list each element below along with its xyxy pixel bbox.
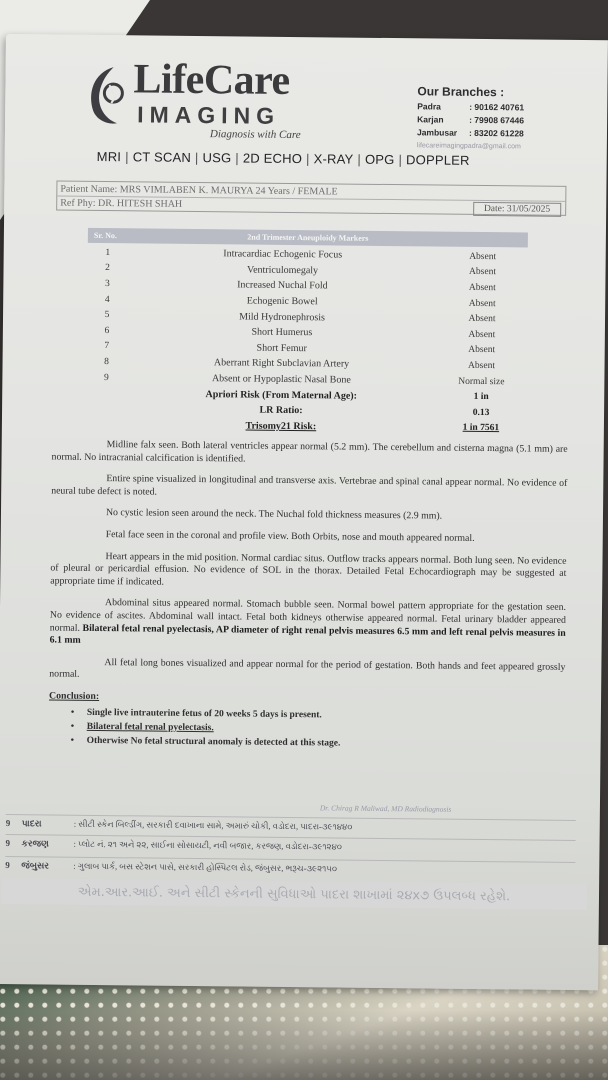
referring-physician: Ref Phy: DR. HITESH SHAH: [57, 196, 565, 215]
list-item: • Otherwise No fetal structural anomaly is detected at this stage.: [49, 733, 565, 752]
brand-subtitle: IMAGING: [137, 101, 281, 129]
branch-row: Karjan : 79908 67446: [417, 114, 525, 126]
markers-table: [86, 245, 528, 437]
report-date: Date: 31/05/2025: [473, 202, 561, 217]
branch-email: lifecareimagingpadra@gmail.com: [416, 142, 521, 151]
location-pin-icon: 9: [5, 860, 10, 871]
doctor-signature: Dr. Chirag R Maliwad, MD Radiodiagnosis: [319, 803, 452, 814]
footer-branch-karjan: 9 કરજણ : પ્લોટ નં. ૨૧ અને ૨૨, સાઈના સોસાયટી, નવી બજાર, કરજણ, વડોદરા-૩૯૧૨૪૦: [5, 834, 575, 857]
finding-neck: No cystic lesion seen around the neck. The Nuchal fold thickness measures (2.9 mm).: [105, 507, 443, 522]
branches-title: Our Branches :: [417, 84, 505, 100]
table-row: 6 Short Humerus Absent: [104, 325, 496, 340]
brand-tagline: Diagnosis with Care: [209, 128, 301, 142]
lifecare-logo-icon: [83, 63, 130, 127]
table-row: 9 Absent or Hypoplastic Nasal Bone Normal size: [103, 372, 505, 387]
finding-brain: Midline falx seen. Both lateral ventricles appear normal (5.2 mm). The cerebellum and cisterna magna (5.1 mm) are normal. No intracranial calcification is identified.: [51, 439, 568, 465]
services-list: MRI | CT SCAN | USG | 2D ECHO | X-RAY | OPG | DOPPLER: [96, 148, 470, 168]
finding-heart: Heart appears in the mid position. Normal cardiac situs. Outflow tracks appears normal. Both lung seen. No evidence of pleural or pericardial effusion. No evidence of SOL in the thorax. Detailed Fetal Echocardiograph may be suggested at appropriate time if indicated.: [50, 550, 567, 588]
table-row: 7 Short Femur Absent: [104, 341, 496, 356]
conclusion-title: Conclusion:: [49, 690, 100, 702]
branch-row: Padra : 90162 40761: [417, 101, 525, 113]
list-item: • Single live intrauterine fetus of 20 weeks 5 days is present.: [49, 705, 565, 724]
table-row: 8 Aberrant Right Subclavian Artery Absent: [104, 356, 496, 372]
table-row: 4 Echogenic Bowel Absent: [104, 294, 496, 309]
footer-branch-padra: 9 પાદરા : સીટી સ્કેન બિલ્ડીંગ, સરકારી દવાખાના સામે, અમારું ચોકી, વડોદરા, પાદરા-૩૯૧૪૪૦: [6, 814, 576, 837]
finding-abdomen: Abdominal situs appeared normal. Stomach bubble seen. Normal bowel pattern appropriate for the gestation seen. No evidence of ascites. Abdominal wall intact. Fetal both kidneys otherwise appeared normal. Fetal urinary bladder appeared normal. Bilateral fetal renal pyelectasis, AP diameter of right renal pelvis measures 6.5 mm and left renal pelvis measures in 6.1 mm: [49, 597, 567, 646]
lr-ratio-row: LR Ratio: 0.13: [259, 404, 490, 418]
footer-banner: એમ.આર.આઈ. અને સીટી સ્કેનની સુવિધાઓ પાદરા શાખામાં ૨૪x૭ ઉપલબ્ધ રહેશે.: [1, 878, 587, 910]
apriori-risk-row: Apriori Risk (From Maternal Age): 1 in: [205, 388, 489, 403]
location-pin-icon: 9: [5, 818, 11, 829]
trisomy-risk-row: Trisomy21 Risk: 1 in 7561: [245, 420, 500, 434]
branches-block: [417, 84, 604, 151]
patient-name: Patient Name: MRS VIMLABEN K. MAURYA 24 Years / FEMALE: [60, 183, 338, 197]
finding-spine: Entire spine visualized in longitudinal and transverse axis. Vertebrae and spinal canal appear normal. No evidence of neural tube defect is noted.: [51, 473, 568, 498]
footer-branch-jambusar: 9 જંબુસર : ગુલાબ પાર્ક, બસ સ્ટેશન પાસે, સરકારી હોસ્પિટલ રોડ, જંબુસર, ભરૂચ-૩૯૨૧૫૦: [5, 856, 575, 879]
report-paper: [0, 34, 608, 990]
findings-body: [49, 439, 568, 753]
location-pin-icon: 9: [5, 838, 11, 849]
finding-long-bones: All fetal long bones visualized and appear normal for the period of gestation. Both hands and feet appeared grossly normal.: [49, 656, 566, 681]
table-shadow: [0, 1010, 608, 1080]
table-row: 1 Intracardiac Echogenic Focus Absent: [105, 247, 497, 262]
table-row: 5 Mild Hydronephrosis Absent: [104, 310, 496, 325]
list-item: • Bilateral fetal renal pyelectasis.: [49, 719, 565, 738]
branch-row: Jambusar : 83202 61228: [416, 127, 524, 139]
finding-face: Fetal face seen in the coronal and profile view. Both Orbits, nose and mouth appeared normal.: [105, 529, 475, 544]
table-row: 3 Increased Nuchal Fold Absent: [104, 279, 496, 294]
markers-table-header: Sr. No. 2nd Trimester Aneuploidy Markers: [88, 228, 528, 248]
patient-info-box: [56, 181, 566, 216]
brand-name: LifeCare: [133, 56, 290, 104]
conclusion-list: [49, 705, 565, 752]
table-row: 2 Ventriculomegaly Absent: [105, 263, 497, 278]
